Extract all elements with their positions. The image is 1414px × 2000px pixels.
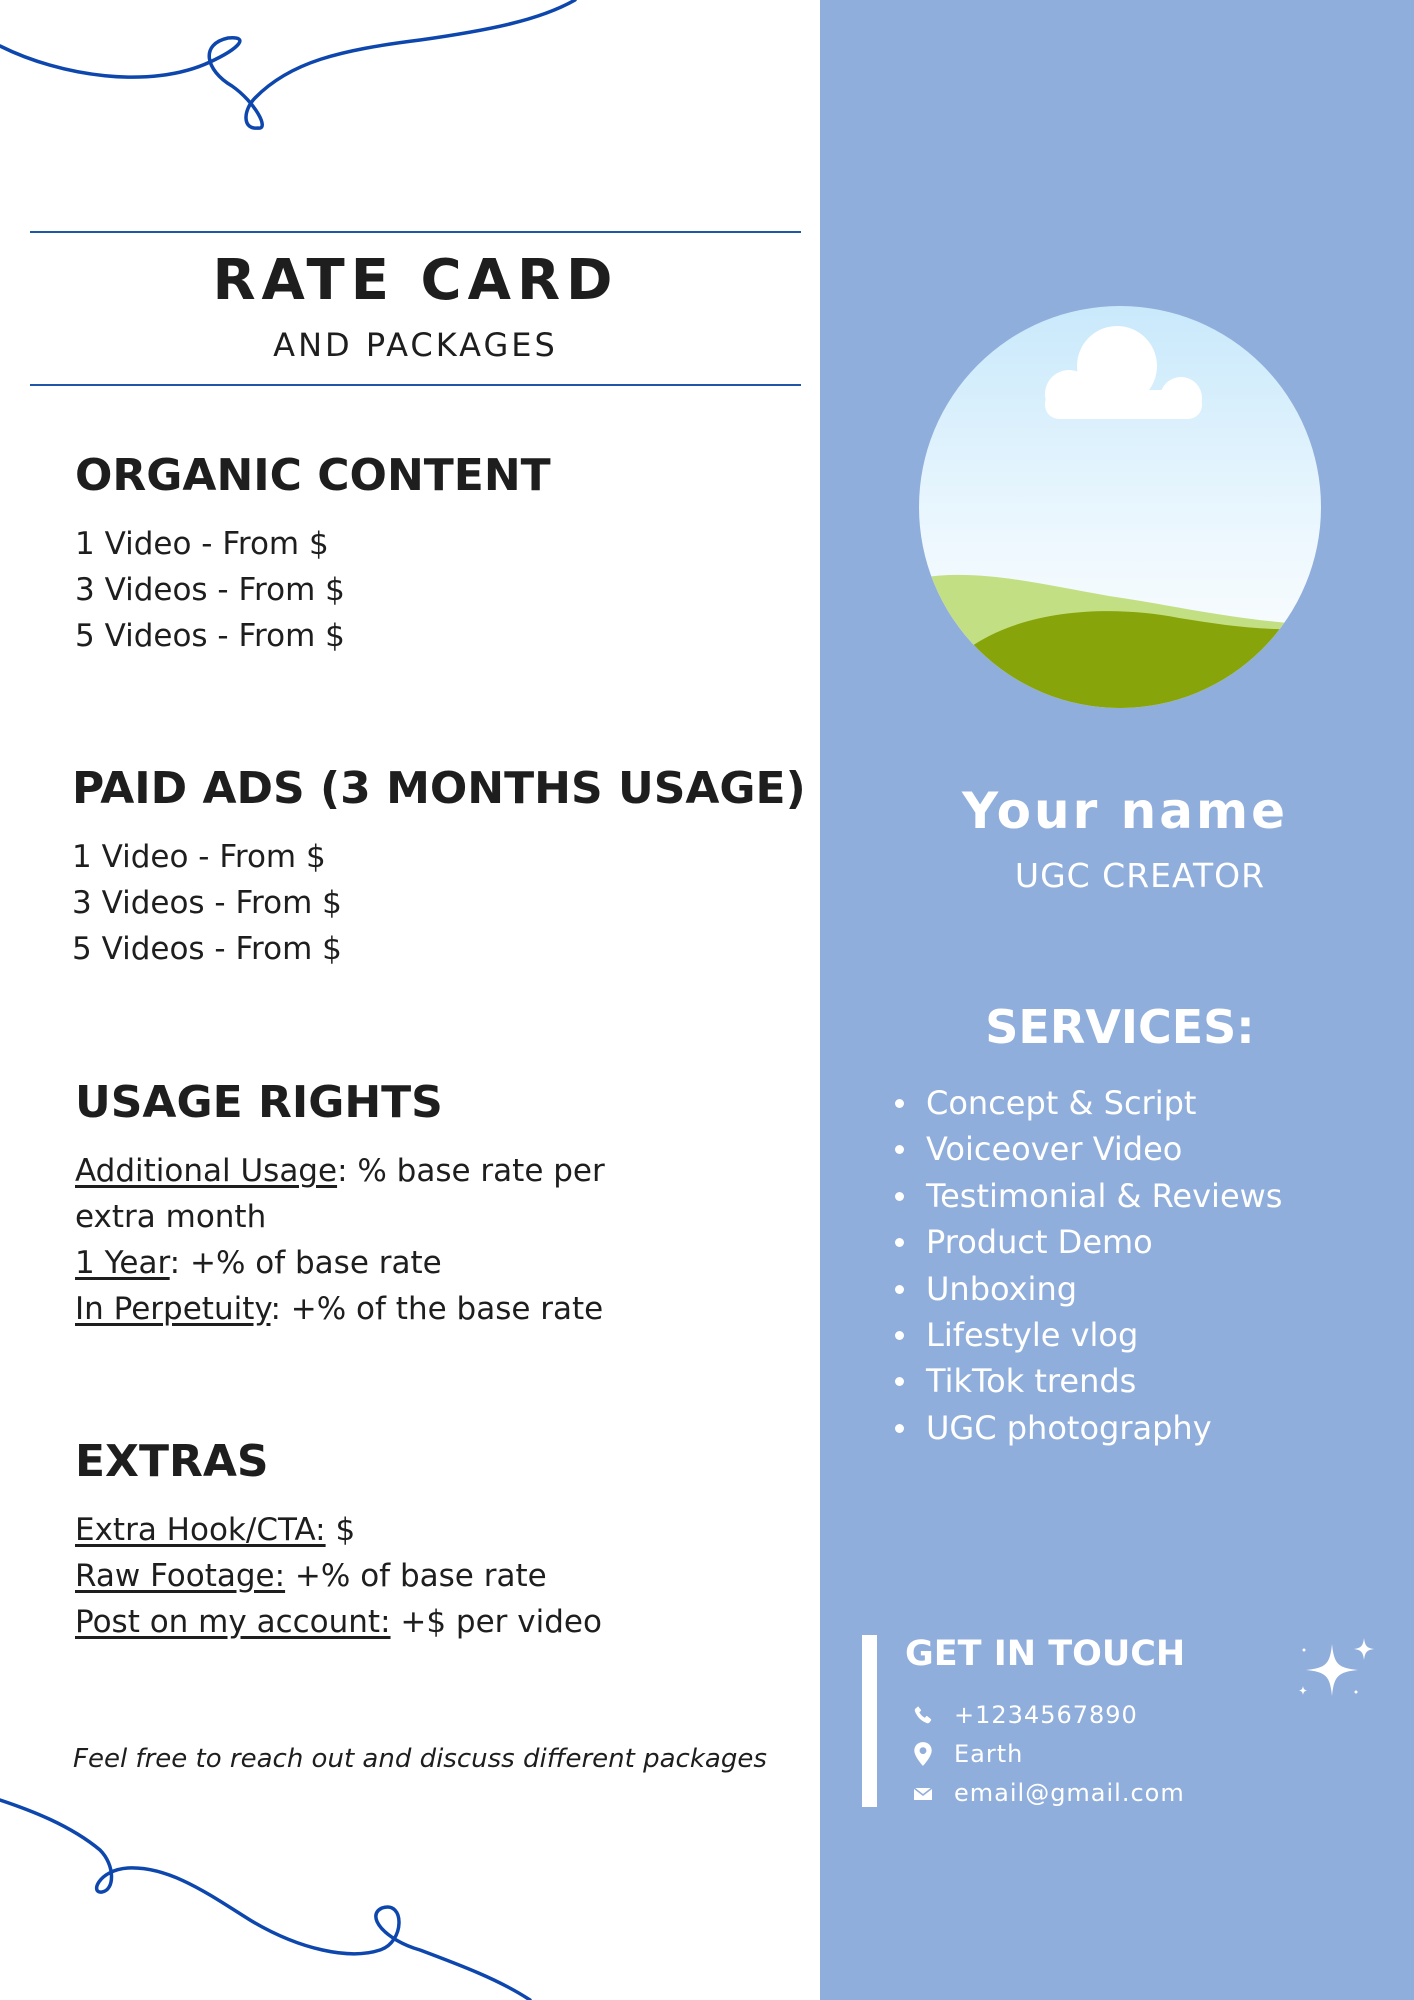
service-item: Voiceover Video xyxy=(895,1126,1282,1172)
service-item: Unboxing xyxy=(895,1266,1282,1312)
usage-rights-label: 1 Year xyxy=(75,1245,170,1281)
usage-rights-text: : +% of the base rate xyxy=(270,1291,604,1327)
title-bottom-rule xyxy=(30,384,801,386)
usage-rights-item xyxy=(75,1148,635,1240)
contact-email[interactable] xyxy=(910,1775,1185,1811)
organic-item: 5 Videos - From $ xyxy=(75,618,345,654)
organic-content-heading: ORGANIC CONTENT xyxy=(75,450,551,501)
phone-icon xyxy=(910,1702,936,1728)
extras-text: $ xyxy=(325,1512,356,1548)
extras-heading: EXTRAS xyxy=(75,1436,269,1487)
extras-label: Raw Footage: xyxy=(75,1558,286,1594)
paid-ads-item: 1 Video - From $ xyxy=(72,839,326,875)
paid-ads-item: 3 Videos - From $ xyxy=(72,885,342,921)
extras-item xyxy=(75,1553,795,1599)
contact-accent-bar xyxy=(862,1635,877,1807)
usage-rights-heading: USAGE RIGHTS xyxy=(75,1077,443,1128)
service-item: UGC photography xyxy=(895,1405,1282,1451)
paid-ads-item: 5 Videos - From $ xyxy=(72,931,342,967)
extras-text: +% of base rate xyxy=(285,1558,547,1594)
profile-photo-placeholder xyxy=(919,306,1321,708)
extras-item xyxy=(75,1507,795,1553)
extras-label: Post on my account: xyxy=(75,1604,391,1640)
paid-ads-section xyxy=(72,763,806,972)
profile-name: Your name xyxy=(962,782,1288,840)
service-item: Testimonial & Reviews xyxy=(895,1173,1282,1219)
paid-ads-heading: PAID ADS (3 MONTHS USAGE) xyxy=(72,763,806,814)
closing-note: Feel free to reach out and discuss different packages xyxy=(73,1744,767,1774)
contact-location-text: Earth xyxy=(954,1740,1024,1768)
service-item: Lifestyle vlog xyxy=(895,1312,1282,1358)
profile-role: UGC CREATOR xyxy=(1014,856,1266,895)
usage-rights-item xyxy=(75,1286,795,1332)
service-item: Concept & Script xyxy=(895,1080,1282,1126)
extras-label: Extra Hook/CTA: xyxy=(75,1512,326,1548)
usage-rights-section xyxy=(75,1077,795,1332)
contact-title: GET IN TOUCH xyxy=(905,1634,1186,1674)
service-item: TikTok trends xyxy=(895,1358,1282,1404)
page-subtitle: AND PACKAGES xyxy=(273,326,558,364)
usage-rights-item xyxy=(75,1240,795,1286)
contact-email-text: email@gmail.com xyxy=(954,1779,1185,1807)
organic-item: 3 Videos - From $ xyxy=(75,572,345,608)
service-item: Product Demo xyxy=(895,1219,1282,1265)
location-pin-icon xyxy=(910,1741,936,1767)
page-title: RATE CARD xyxy=(212,248,619,313)
usage-rights-label: Additional Usage xyxy=(75,1153,338,1189)
title-top-rule xyxy=(30,231,801,233)
extras-text: +$ per video xyxy=(390,1604,602,1640)
organic-item: 1 Video - From $ xyxy=(75,526,329,562)
extras-section xyxy=(75,1436,795,1645)
usage-rights-text: : % base rate per extra month xyxy=(75,1153,605,1235)
organic-content-section xyxy=(75,450,795,659)
sparkle-icon xyxy=(1290,1630,1390,1720)
contact-location xyxy=(910,1736,1023,1772)
extras-item xyxy=(75,1599,795,1645)
usage-rights-label: In Perpetuity xyxy=(75,1291,271,1327)
usage-rights-text: : +% of base rate xyxy=(169,1245,442,1281)
contact-phone-text: +1234567890 xyxy=(954,1701,1138,1729)
contact-phone[interactable] xyxy=(910,1697,1138,1733)
mail-icon xyxy=(910,1780,936,1806)
services-list xyxy=(895,1080,1282,1451)
services-title: SERVICES: xyxy=(985,1000,1255,1054)
